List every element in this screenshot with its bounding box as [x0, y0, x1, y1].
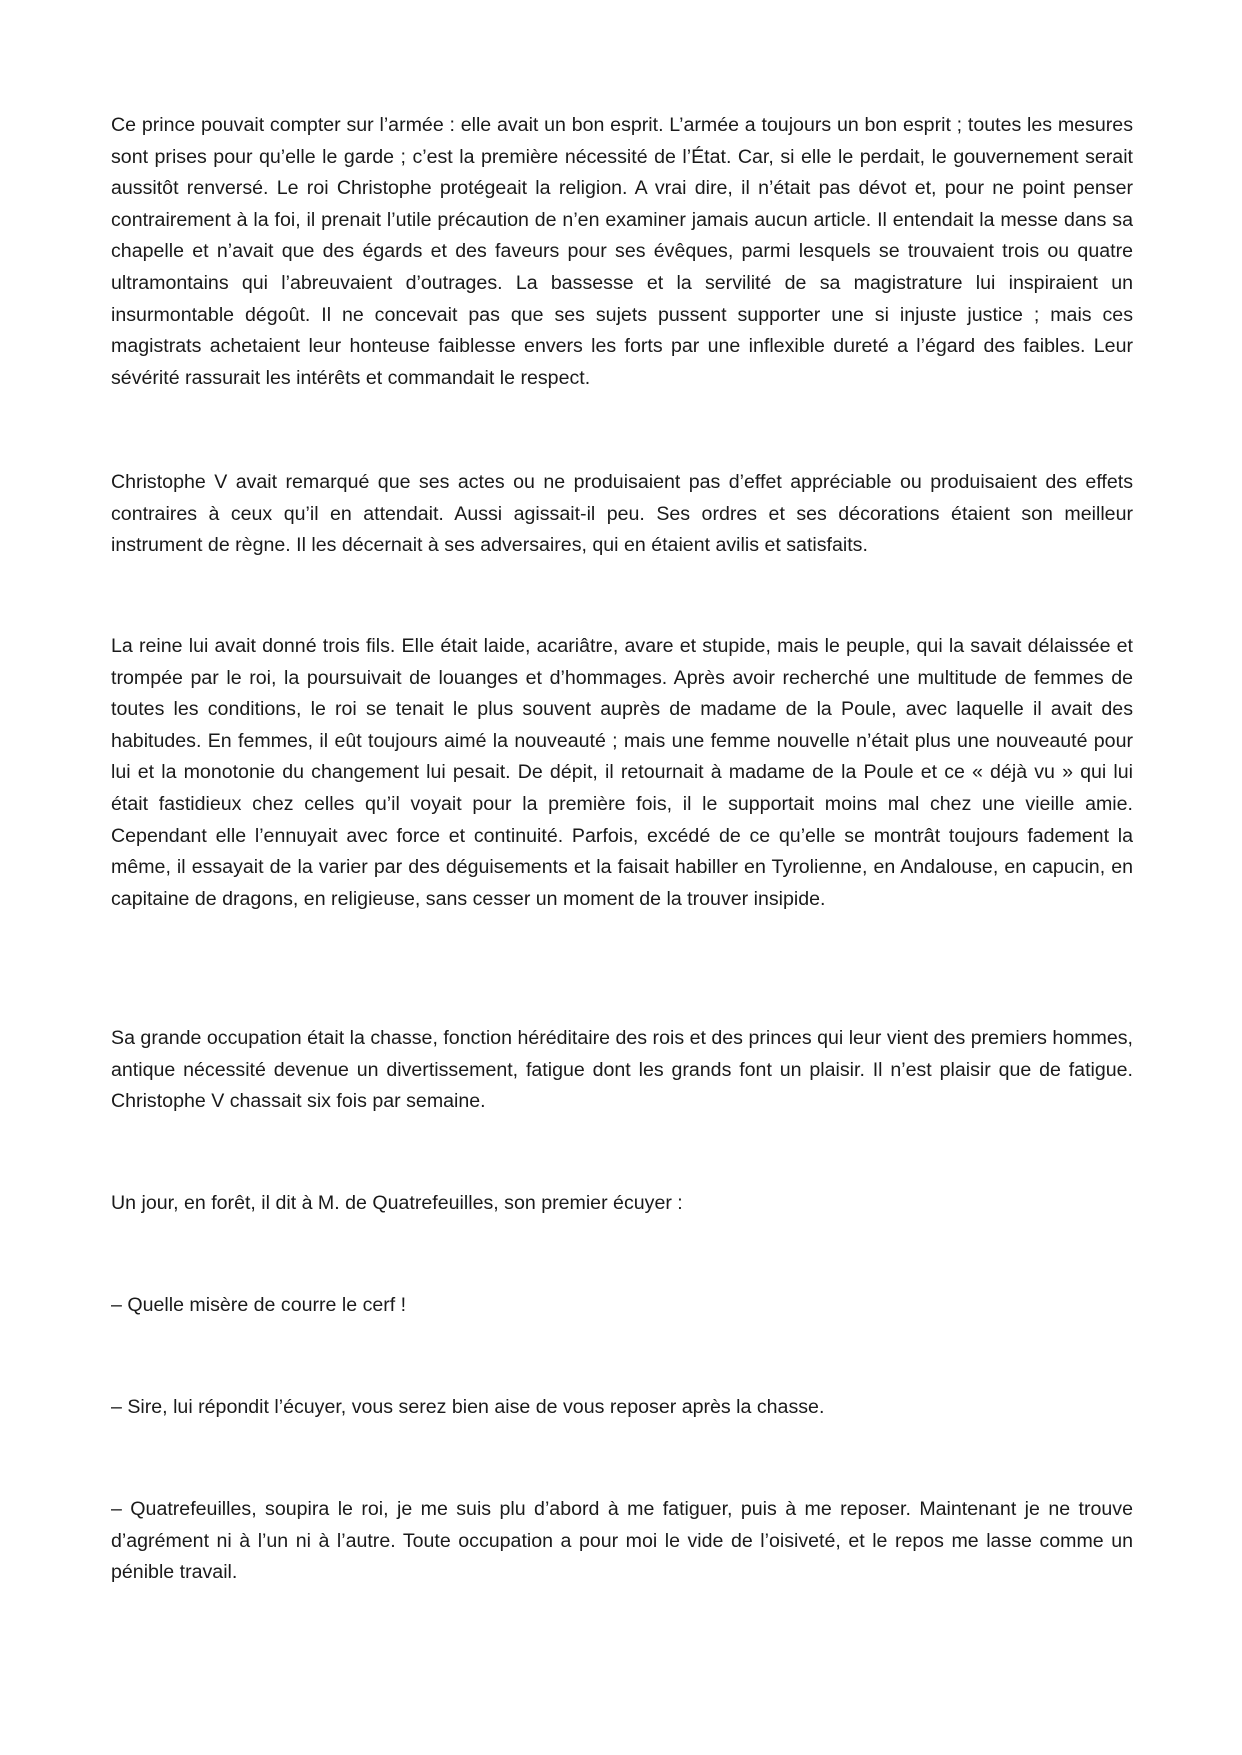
paragraph-acts-and-decorations: Christophe V avait remarqué que ses actes ou ne produisaient pas d’effet appréciable ou produisaient des effets contraires à ceux qu’il en attendait. Aussi agissait-il peu. Ses ordres et ses décorations étaient son meilleur instrument de règne. Il les décernait à ses adversaires, qui en étaient avilis et satisfaits. [111, 471, 1133, 557]
paragraph-army-religion-magistracy: Ce prince pouvait compter sur l’armée : elle avait un bon esprit. L’armée a toujours un bon esprit ; toutes les mesures sont prises pour qu’elle le garde ; c’est la première nécessité de l’État. Car, si elle le perdait, le gouvernement serait aussitôt renversé. Le roi Christophe protégeait la religion. A vrai dire, il n’était pas dévot et, pour ne point penser contrairement à la foi, il prenait l’utile précaution de n’en examiner jamais aucun article. Il entendait la messe dans sa chapelle et n’avait que des égards et des faveurs pour ses évêques, parmi lesquels se trouvaient trois ou quatre ultramontains qui l’abreuvaient d’outrages. La bassesse et la servilité de sa magistrature lui inspiraient un insurmontable dégoût. Il ne concevait pas que ses sujets pussent supporter une si injuste justice ; mais ces magistrats achetaient leur honteuse faiblesse envers les forts par une inflexible dureté a l’égard des faibles. Leur sévérité rassurait les intérêts et commandait le respect. [111, 114, 1133, 389]
paragraph-hunting: Sa grande occupation était la chasse, fonction héréditaire des rois et des princes qui leur vient des premiers hommes, antique nécessité devenue un divertissement, fatigue dont les grands font un plaisir. Il n’est plaisir que de fatigue. Christophe V chassait six fois par semaine. [111, 1027, 1133, 1113]
paragraph-dialogue-king-1: – Quelle misère de courre le cerf ! [111, 1294, 407, 1316]
paragraph-dialogue-king-2: – Quatrefeuilles, soupira le roi, je me suis plu d’abord à me fatiguer, puis à me reposer. Maintenant je ne trouve d’agrément ni à l’un ni à l’autre. Toute occupation a pour moi le vide de l’oisiveté, et le repos me lasse comme un pénible travail. [111, 1498, 1133, 1584]
paragraph-queen-and-madame-de-la-poule: La reine lui avait donné trois fils. Elle était laide, acariâtre, avare et stupide, mais le peuple, qui la savait délaissée et trompée par le roi, la poursuivait de louanges et d’hommages. Après avoir recherché une multitude de femmes de toutes les conditions, le roi se tenait le plus souvent auprès de madame de la Poule, avec laquelle il avait des habitudes. En femmes, il eût toujours aimé la nouveauté ; mais une femme nouvelle n’était plus une nouveauté pour lui et la monotonie du changement lui pesait. De dépit, il retournait à madame de la Poule et ce « déjà vu » qui lui était fastidieux chez celles qu’il voyait pour la première fois, il le supportait moins mal chez une vieille amie. Cependant elle l’ennuyait avec force et continuité. Parfois, excédé de ce qu’elle se montrât toujours fadement la même, il essayait de la varier par des déguisements et la faisait habiller en Tyrolienne, en Andalouse, en capucin, en capitaine de dragons, en religieuse, sans cesser un moment de la trouver insipide. [111, 635, 1133, 910]
paragraph-dialogue-squire: – Sire, lui répondit l’écuyer, vous serez bien aise de vous reposer après la chasse. [111, 1396, 825, 1418]
paragraph-forest-dialogue-intro: Un jour, en forêt, il dit à M. de Quatrefeuilles, son premier écuyer : [111, 1192, 683, 1214]
